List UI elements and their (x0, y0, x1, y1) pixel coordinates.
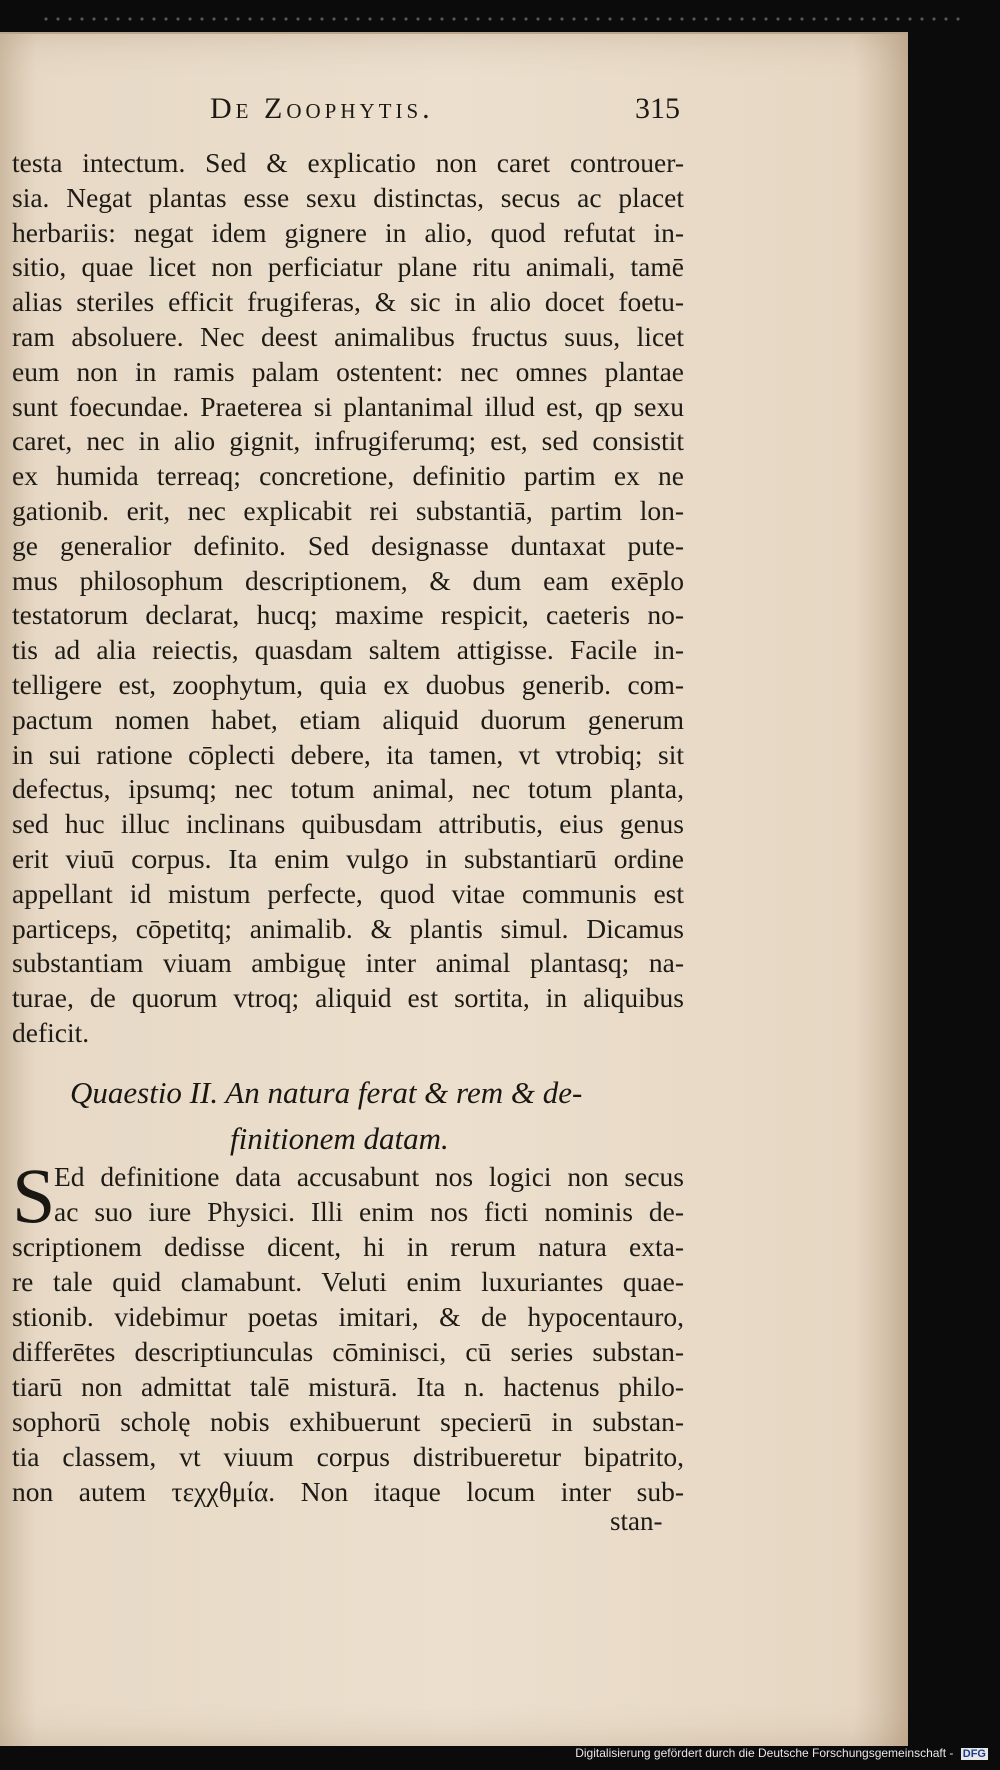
text-line: ex humida terreaq; concretione, definitio partim ex ne (12, 460, 684, 492)
catchword: stan- (610, 1506, 663, 1536)
text-line: ac suo iure Physici. Illi enim nos ficti nominis de- (54, 1196, 684, 1227)
text-line: differētes descriptiunculas cōminisci, cū series substan- (12, 1336, 684, 1367)
page-number: 315 (635, 92, 680, 125)
text-line: alias steriles efficit frugiferas, & sic in alio docet foetu- (12, 286, 684, 318)
text-line: tiarū non admittat talē misturā. Ita n. hactenus philo- (12, 1371, 684, 1402)
drop-cap: S (12, 1152, 56, 1239)
text-line: sophorū scholę nobis exhibuerunt specierū in substan- (12, 1406, 684, 1437)
text-line: ge generalior definito. Sed designasse duntaxat pute- (12, 529, 684, 561)
question-line-2: finitionem datam. (230, 1121, 449, 1156)
text-line: caret, nec in alio gignit, infrugiferumq; est, sed consistit (12, 425, 684, 457)
book-page (0, 32, 908, 1746)
text-line: ram absoluere. Nec deest animalibus fructus suus, licet (12, 320, 684, 352)
text-line: sed huc illuc inclinans quibusdam attributis, eius genus (12, 808, 684, 840)
digitization-credit (575, 1746, 988, 1760)
text-line: particeps, cōpetitq; animalib. & plantis simul. Dicamus (12, 912, 684, 944)
text-line: defectus, ipsumq; nec totum animal, nec totum planta, (12, 773, 684, 805)
text-line: mus philosophum descriptionem, & dum eam exēplo (12, 564, 684, 596)
text-line: appellant id mistum perfecte, quod vitae communis est (12, 877, 684, 909)
text-line: scriptionem dedisse dicent, hi in rerum natura exta- (12, 1231, 684, 1262)
text-line: turae, de quorum vtroq; aliquid est sortita, in aliquibus (12, 982, 684, 1014)
page-header (210, 92, 680, 132)
paragraph-2 (12, 1152, 684, 1509)
question-heading (70, 1070, 630, 1162)
text-line: testatorum declarat, hucq; maxime respicit, caeteris no- (12, 599, 684, 631)
text-line: pactum nomen habet, etiam aliquid duorum generum (12, 703, 684, 735)
text-line: in sui ratione cōplecti debere, ita tamen, vt vtrobiq; sit (12, 738, 684, 770)
text-line: tia classem, vt viuum corpus distribueretur bipatrito, (12, 1441, 684, 1472)
text-line: tis ad alia reiectis, quasdam saltem attigisse. Facile in- (12, 634, 684, 666)
dfg-logo: DFG (962, 1748, 986, 1760)
credit-text: Digitalisierung gefördert durch die Deutsche Forschungsgemeinschaft - (575, 1746, 954, 1760)
running-head: De Zoophytis. (210, 92, 434, 125)
text-line: herbariis: negat idem gignere in alio, quod refutat in- (12, 216, 684, 248)
text-line: re tale quid clamabunt. Veluti enim luxuriantes quae- (12, 1266, 684, 1297)
text-line: deficit. (12, 1016, 90, 1048)
question-line-1: Quaestio II. An natura ferat & rem & de- (70, 1075, 583, 1110)
text-line: sia. Negat plantas esse sexu distinctas, secus ac placet (12, 181, 684, 213)
text-line: sitio, quae licet non perficiatur plane ritu animali, tamē (12, 251, 684, 283)
text-line: gationib. erit, nec explicabit rei substantiā, partim lon- (12, 494, 684, 526)
text-line: telligere est, zoophytum, quia ex duobus generib. com- (12, 668, 684, 700)
text-line: erit viuū corpus. Ita enim vulgo in substantiarū ordine (12, 842, 684, 874)
text-line: substantiam viuam ambiguę inter animal plantasq; na- (12, 947, 684, 979)
text-line: sunt foecundae. Praeterea si plantanimal illud est, qp sexu (12, 390, 684, 422)
text-line: eum non in ramis palam ostentent: nec omnes plantae (12, 355, 684, 387)
text-line: non autem τεχχθμία. Non itaque locum inter sub- (12, 1476, 684, 1507)
text-line: Ed definitione data accusabunt nos logici non secus (54, 1161, 684, 1192)
text-line: testa intectum. Sed & explicatio non caret controuer- (12, 147, 684, 178)
paragraph-1 (12, 146, 684, 1051)
text-line: stionib. videbimur poetas imitari, & de hypocentauro, (12, 1301, 684, 1332)
scan-border-dots (40, 12, 960, 26)
